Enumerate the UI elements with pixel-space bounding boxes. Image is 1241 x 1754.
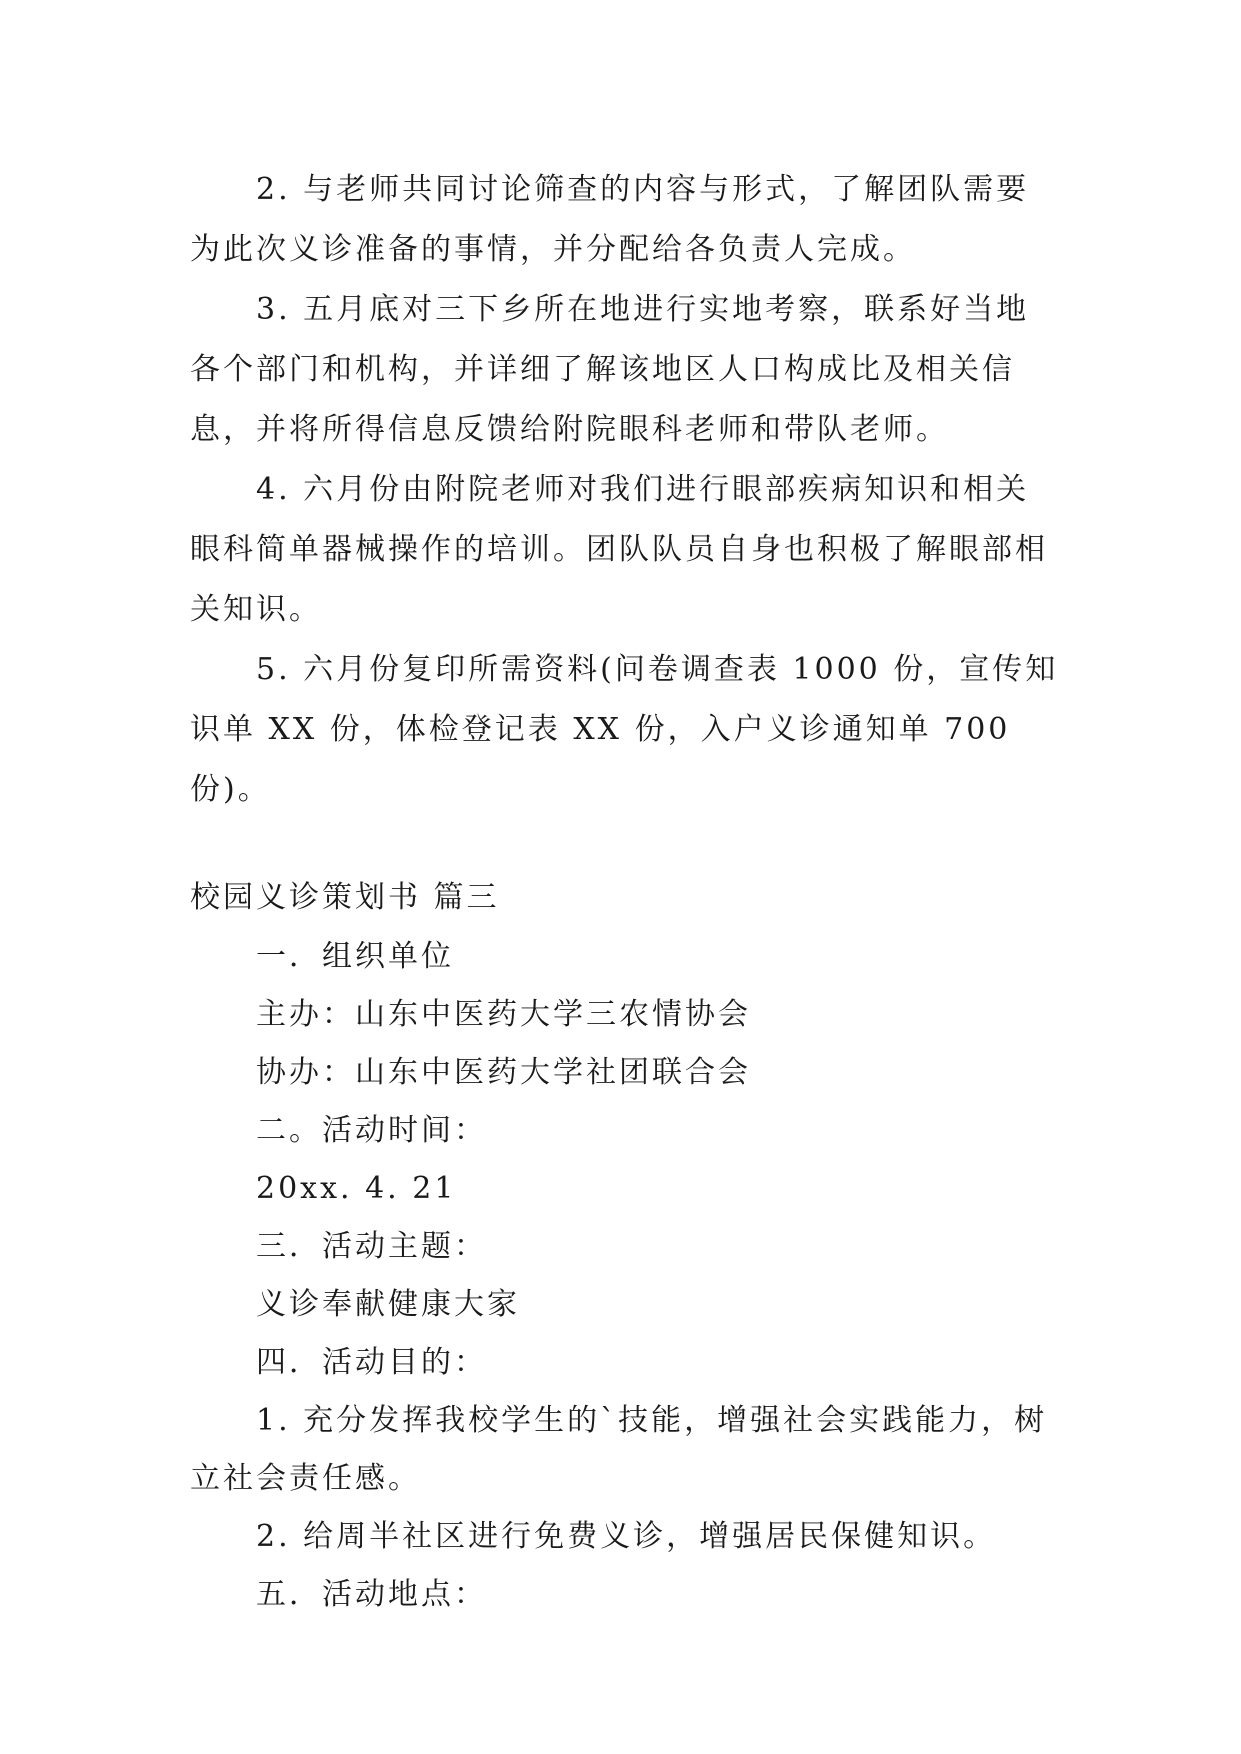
heading-activity-goal: 四．活动目的：	[256, 1345, 487, 1380]
document-body	[190, 160, 1060, 1624]
paragraph-item-2: 2. 与老师共同讨论筛查的内容与形式，了解团队需要为此次义诊准备的事情，并分配给各负责人完成。	[190, 172, 1030, 267]
goal-item-2: 2. 给周半社区进行免费义诊，增强居民保健知识。	[256, 1519, 997, 1554]
heading-activity-location: 五．活动地点：	[256, 1577, 487, 1612]
section-title: 校园义诊策划书 篇三	[190, 880, 500, 915]
paragraph-item-3: 3. 五月底对三下乡所在地进行实地考察，联系好当地各个部门和机构，并详细了解该地区人口构成比及相关信息，并将所得信息反馈给附院眼科老师和带队老师。	[190, 292, 1030, 447]
paragraph-item-4: 4. 六月份由附院老师对我们进行眼部疾病知识和相关眼科简单器械操作的培训。团队队员自身也积极了解眼部相关知识。	[190, 472, 1048, 627]
paragraph-item-5: 5. 六月份复印所需资料(问卷调查表 1000 份，宣传知识单 XX 份，体检登记表 XX 份，入户义诊通知单 700 份)。	[190, 652, 1059, 807]
goal-item-1: 1. 充分发挥我校学生的`技能，增强社会实践能力，树立社会责任感。	[190, 1403, 1048, 1496]
heading-activity-time: 二。活动时间：	[256, 1113, 487, 1148]
heading-activity-theme: 三．活动主题：	[256, 1229, 487, 1264]
activity-date: 20xx. 4. 21	[256, 1171, 457, 1206]
activity-theme: 义诊奉献健康大家	[256, 1287, 520, 1322]
organizer-host: 主办：山东中医药大学三农情协会	[256, 997, 751, 1032]
heading-organizer: 一．组织单位	[256, 939, 454, 974]
organizer-cohost: 协办：山东中医药大学社团联合会	[256, 1055, 751, 1090]
